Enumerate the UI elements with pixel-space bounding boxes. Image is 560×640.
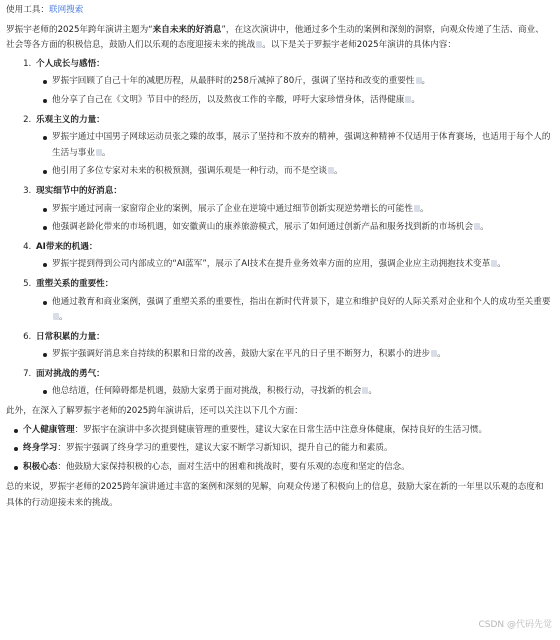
section-point: [52, 202, 552, 218]
section-heading-text: 乐观主义的力量: [36, 114, 97, 125]
section-point-end: 。: [421, 76, 431, 87]
section-points: [36, 74, 552, 108]
summary-paragraph: 总的来说，罗振宇老师的2025跨年演讲通过丰富的案例和深刻的见解，向观众传递了积极向上的信息，鼓励大家在新的一年里以乐观的态度和具体的行动迎接未来的挑战。: [6, 482, 544, 509]
section-points: [36, 347, 552, 363]
section-points: [36, 384, 552, 400]
section-item: [34, 184, 552, 236]
tool-usage-label: 使用工具：: [6, 5, 49, 15]
section-point-end: 。: [368, 386, 377, 397]
speech-title: 来自未来的好消息: [152, 24, 222, 35]
section-point-text: 罗振宇通过中国男子网球运动员张之臻的故事，展示了坚持和不放弃的精神，强调这种精神不仅适用于体育赛场，也适用于每个人的生活与事业: [52, 132, 551, 158]
section-point-text: 他分享了自己在《文明》节目中的经历，以及熬夜工作的辛酸，呼吁大家珍惜身体，活得健康: [52, 94, 405, 105]
section-point-text: 他引用了多位专家对未来的积极预测，强调乐观是一种行动，而不是空谈: [52, 166, 328, 177]
answer-content: [6, 3, 552, 512]
section-point: [52, 93, 552, 109]
section-point: [52, 74, 552, 90]
extra-list: [6, 423, 552, 476]
web-search-link[interactable]: 联网搜索: [48, 5, 84, 15]
section-point: [52, 295, 552, 326]
tool-usage-line: [6, 3, 552, 19]
section-point: [52, 347, 552, 363]
section-point-end: 。: [437, 349, 446, 360]
section-item: [34, 277, 552, 326]
section-list: [6, 57, 552, 400]
section-point: [52, 220, 552, 236]
extra-item: [23, 441, 552, 457]
section-point-end: 。: [480, 222, 489, 233]
section-point: [52, 257, 552, 273]
section-heading: 5. 重塑关系的重要性：: [36, 278, 114, 289]
section-point-end: 。: [334, 166, 343, 177]
section-point-text: 罗振宇强调好消息来自持续的积累和日常的改善，鼓励大家在平凡的日子里不断努力，积累小的进步: [52, 349, 431, 360]
section-heading-text: 现实细节中的好消息: [36, 185, 114, 196]
section-point-end: 。: [59, 312, 68, 323]
section-point-text: 他强调老龄化带来的市场机遇，如安徽黄山的康养旅游模式，展示了如何通过创新产品和服务找到新的市场机会: [52, 222, 474, 233]
section-point-text: 他总结道，任何障碍都是机遇，鼓励大家勇于面对挑战，积极行动，寻找新的机会: [52, 386, 362, 397]
extra-item-text: ：罗振宇在演讲中多次提到健康管理的重要性，建议大家在日常生活中注意身体健康，保持良好的生活习惯。: [74, 424, 488, 435]
section-heading-text: AI带来的机遇: [36, 241, 89, 252]
intro-paragraph: [6, 23, 552, 54]
section-point-text: 罗振宇回顾了自己十年的减肥历程，从最胖时的258斤减掉了80斤，强调了坚持和改变的重要性: [52, 76, 415, 87]
watermark: CSDN @代码先觉: [478, 620, 552, 631]
intro-text-after: ”，在这次演讲中，他通过多个生动的案例和深刻的洞察，向观众传递了生活、商业、社会等各方面的积极信息，鼓励人们以乐观的态度迎接未来的挑战: [6, 24, 544, 51]
extra-item-label: 终身学习: [23, 443, 58, 454]
section-item: [34, 330, 552, 363]
section-item: [34, 240, 552, 273]
section-heading: 3. 现实细节中的好消息：: [36, 185, 122, 196]
intro-text-before: 罗振宇老师的2025年跨年演讲主题为“: [6, 24, 153, 35]
section-points: [36, 257, 552, 273]
section-point-text: 他通过教育和商业案例，强调了重塑关系的重要性，指出在新时代背景下，建立和维护良好的人际关系对企业和个人的成功至关重要: [52, 296, 551, 307]
section-points: [36, 295, 552, 326]
section-heading: 4. AI带来的机遇：: [36, 241, 98, 252]
section-heading-text: 重塑关系的重要性: [36, 278, 105, 289]
section-point-text: 罗振宇提到得到公司内部成立的“AI蓝军”，展示了AI技术在提升业务效率方面的应用，强调企业应主动拥抱技术变革: [52, 259, 491, 270]
section-point-end: 。: [101, 147, 111, 158]
section-heading: 1. 个人成长与感悟：: [36, 58, 105, 69]
section-point-end: 。: [419, 203, 429, 214]
extra-item: [23, 460, 552, 476]
section-heading-text: 日常积累的力量: [36, 331, 97, 342]
section-point: [52, 384, 552, 400]
section-item: [34, 113, 552, 180]
section-heading-text: 面对挑战的勇气: [36, 368, 97, 379]
section-points: [36, 130, 552, 180]
section-point-end: 。: [411, 94, 420, 105]
section-point: [52, 130, 552, 161]
section-heading: 6. 日常积累的力量：: [36, 331, 105, 342]
section-points: [36, 202, 552, 236]
extra-item-text: ：罗振宇强调了终身学习的重要性，建议大家不断学习新知识，提升自己的能力和素质。: [57, 443, 393, 454]
extra-item-label: 个人健康管理: [23, 424, 75, 435]
section-point-end: 。: [497, 259, 506, 270]
extra-intro: 此外，在深入了解罗振宇老师的2025跨年演讲后，还可以关注以下几个方面：: [6, 406, 303, 417]
section-point-text: 罗振宇通过河南一家窗帘企业的案例，展示了企业在逆境中通过细节创新实现逆势增长的可能性: [52, 203, 413, 214]
section-point: [52, 164, 552, 180]
extra-item: [23, 423, 552, 439]
extra-item-text: ：他鼓励大家保持积极的心态，面对生活中的困难和挑战时，要有乐观的态度和坚定的信念。: [57, 461, 410, 472]
section-item: [34, 57, 552, 109]
section-heading: 2. 乐观主义的力量：: [36, 114, 105, 125]
extra-item-label: 积极心态: [23, 461, 58, 472]
section-heading: 7. 面对挑战的勇气：: [36, 368, 105, 379]
section-item: [34, 367, 552, 400]
intro-text-tail: 。以下是关于罗振宇老师2025年演讲的具体内容：: [262, 40, 456, 51]
section-heading-text: 个人成长与感悟: [36, 58, 97, 69]
